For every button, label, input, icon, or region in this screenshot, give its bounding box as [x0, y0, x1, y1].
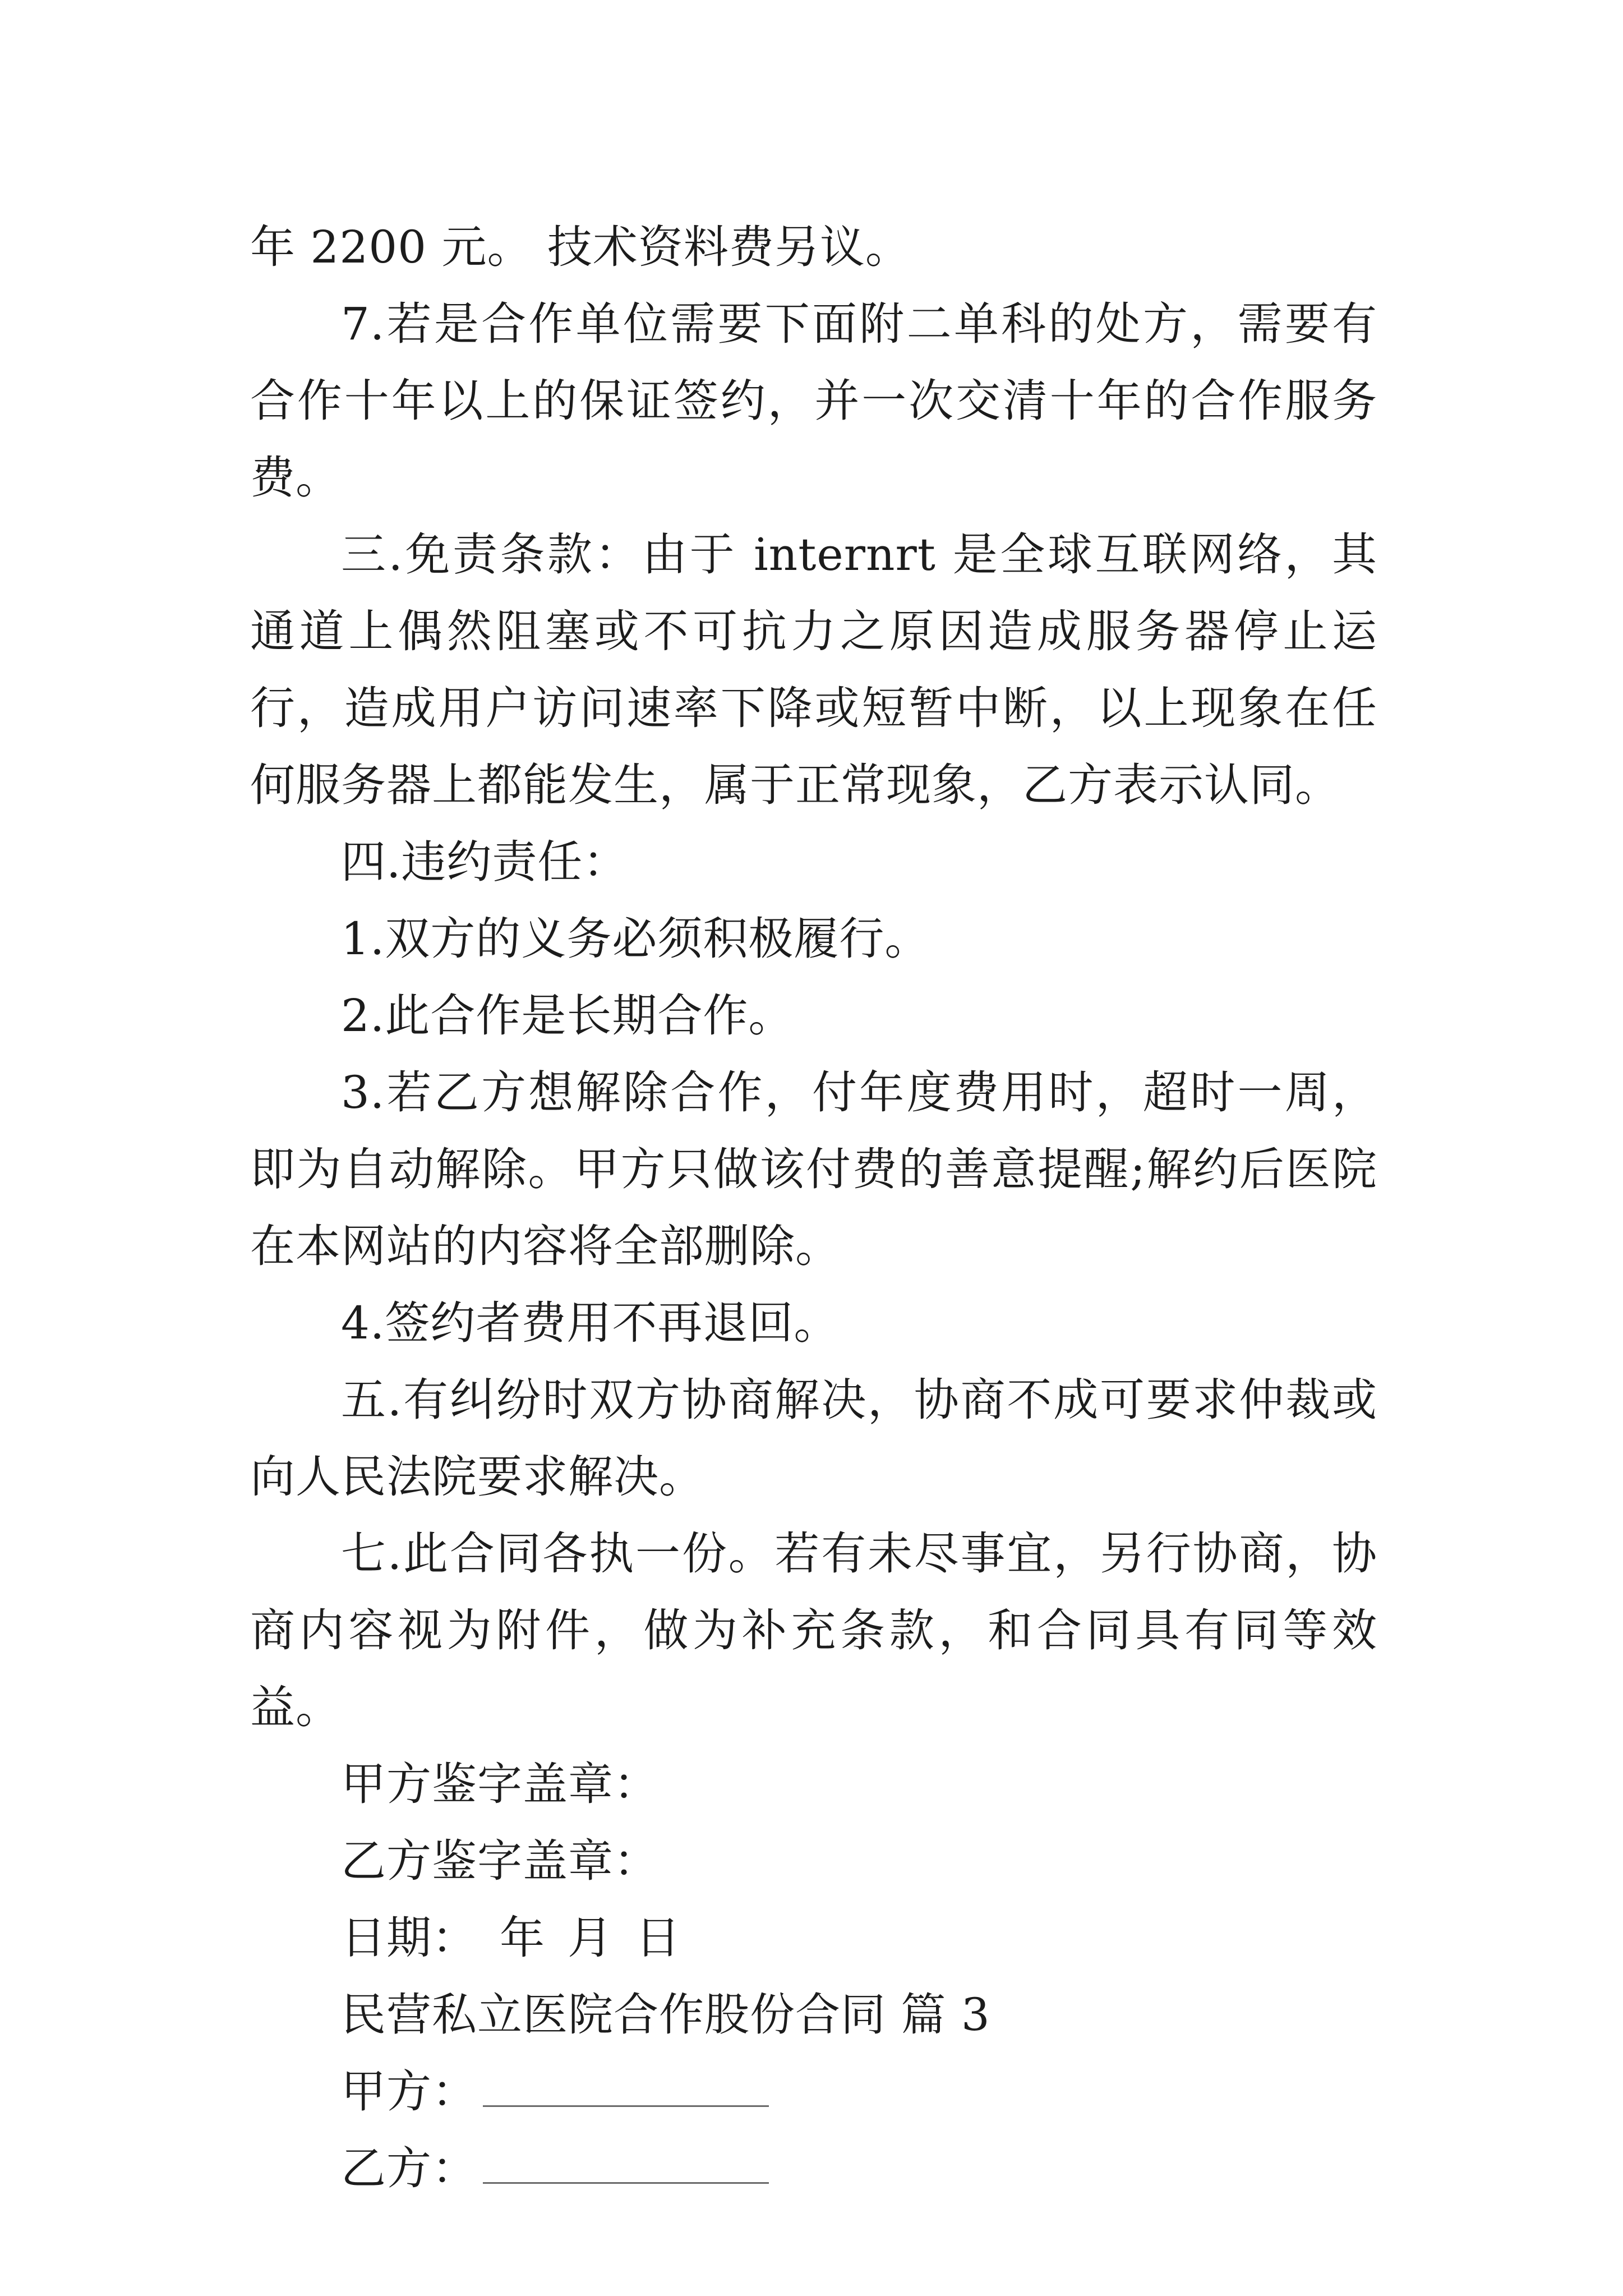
paragraph-breach-1: 1.双方的义务必须积极履行。	[341, 913, 930, 965]
paragraph-copies: 七.此合同各执一份。若有未尽事宜，另行协商，协商内容视为附件，做为补充条款，和合同具有同等效益。	[250, 1527, 1377, 1733]
section-title: 民营私立医院合作股份合同 篇 3	[341, 1989, 990, 2041]
party-a-line	[250, 2053, 1377, 2130]
date-line	[250, 1899, 1377, 1976]
date-label: 日期：	[341, 1912, 477, 1964]
paragraph-fee-continuation: 年 2200 元。 技术资料费另议。	[250, 221, 911, 273]
paragraph-clause-7: 7.若是合作单位需要下面附二单科的处方，需要有合作十年以上的保证签约，并一次交清十年的合作服务费。	[250, 298, 1377, 504]
party-a-signature-label: 甲方鉴字盖章：	[341, 1758, 659, 1810]
heading-breach-liability: 四.违约责任：	[341, 836, 629, 888]
paragraph-dispute: 五.有纠纷时双方协商解决，协商不成可要求仲裁或向人民法院要求解决。	[250, 1374, 1377, 1503]
paragraph-breach-2: 2.此合作是长期合作。	[341, 990, 794, 1042]
paragraph-breach-3: 3.若乙方想解除合作，付年度费用时，超时一周，即为自动解除。甲方只做该付费的善意提醒;解约后医院在本网站的内容将全部删除。	[250, 1066, 1377, 1272]
party-b-label: 乙方：	[341, 2142, 477, 2194]
date-day: 日	[635, 1912, 681, 1964]
date-month: 月	[568, 1912, 613, 1964]
date-year: 年	[500, 1912, 545, 1964]
party-b-signature-label: 乙方鉴字盖章：	[341, 1835, 659, 1887]
document-body	[250, 209, 1377, 2207]
party-a-blank-underline	[483, 2072, 769, 2107]
paragraph-breach-4: 4.签约者费用不再退回。	[341, 1297, 840, 1349]
party-a-label: 甲方：	[341, 2065, 477, 2118]
party-b-blank-underline	[483, 2148, 769, 2184]
paragraph-disclaimer: 三.免责条款：由于 internrt 是全球互联网络，其通道上偶然阻塞或不可抗力之原因造成服务器停止运行，造成用户访问速率下降或短暂中断，以上现象在任何服务器上都能发生，属于正常现象，乙方表示认同。	[250, 528, 1377, 811]
party-b-line	[250, 2130, 1377, 2207]
